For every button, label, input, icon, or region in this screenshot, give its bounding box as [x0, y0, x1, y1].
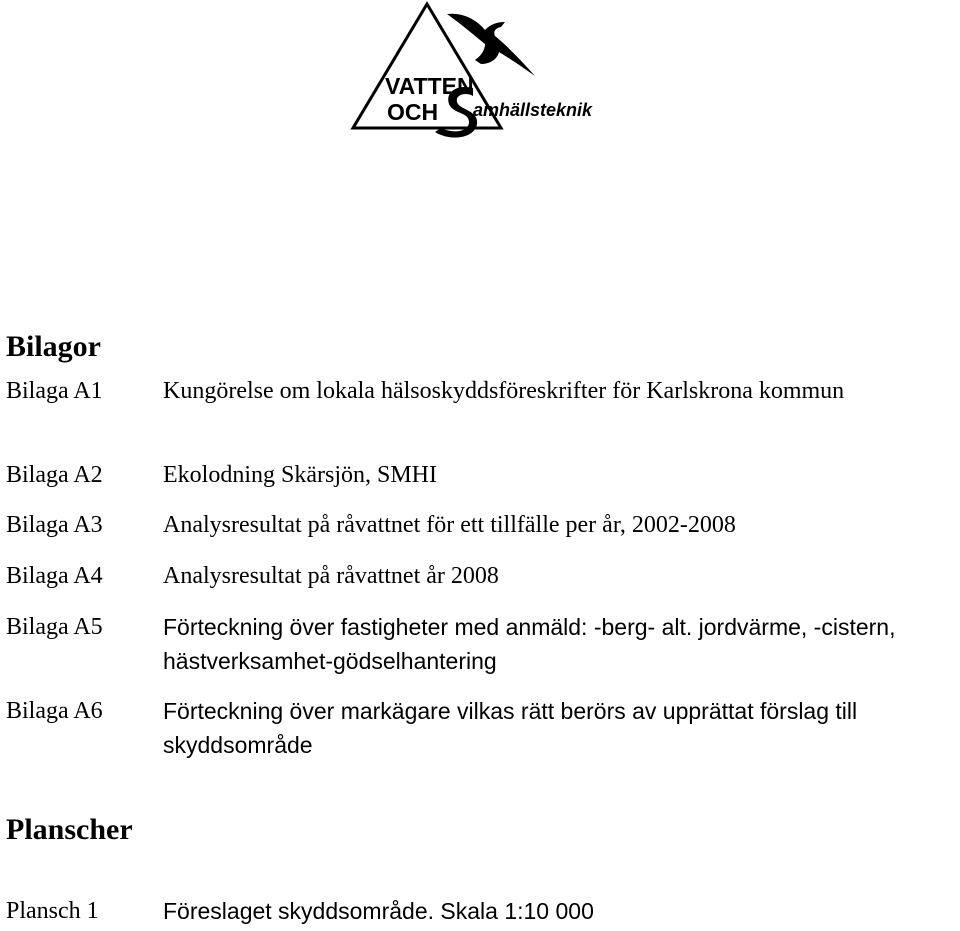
- planscher-heading: Planscher: [6, 813, 133, 846]
- logo-text-vatten: VATTEN: [385, 73, 474, 99]
- logo-graphic: [345, 0, 615, 162]
- plansch-code: Plansch 1: [6, 898, 99, 924]
- bird-icon: [447, 14, 535, 76]
- plansch-description: Föreslaget skyddsområde. Skala 1:10 000: [163, 898, 594, 924]
- bilaga-code: Bilaga A4: [6, 563, 103, 589]
- bilaga-code: Bilaga A1: [6, 378, 103, 404]
- bilaga-description: Ekolodning Skärsjön, SMHI: [163, 462, 438, 488]
- bilaga-description: Förteckning över markägare vilkas rätt berörs av upprättat förslag till skyddsområde: [163, 698, 858, 758]
- bilaga-code: Bilaga A6: [6, 698, 103, 724]
- bilaga-description: Analysresultat på råvattnet år 2008: [163, 563, 499, 589]
- logo-text-samhallsteknik: amhällsteknik: [473, 100, 593, 120]
- bilaga-code: Bilaga A2: [6, 462, 103, 488]
- bilaga-code: Bilaga A3: [6, 512, 103, 538]
- bilaga-description: Kungörelse om lokala hälsoskyddsföreskrifter för Karlskrona kommun: [163, 378, 845, 404]
- bilagor-heading: Bilagor: [6, 330, 101, 363]
- bilaga-description: Analysresultat på råvattnet för ett tillfälle per år, 2002-2008: [163, 512, 736, 538]
- bilaga-code: Bilaga A5: [6, 614, 103, 640]
- logo-text-och: OCH: [387, 99, 439, 125]
- company-logo: [345, 0, 615, 162]
- bilaga-description: Förteckning över fastigheter med anmäld: -berg- alt. jordvärme, -cistern, hästverksamhet-gödselhantering: [163, 614, 896, 674]
